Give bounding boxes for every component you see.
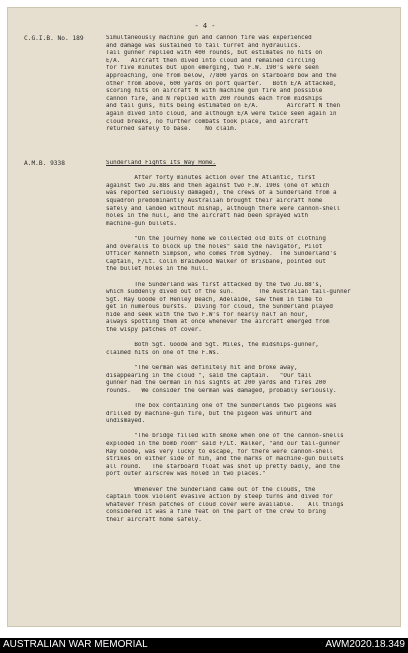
reference-number: A.M.B. 9338 bbox=[24, 160, 65, 167]
text-line: Whenever the Sunderland came out of the clouds, the bbox=[106, 486, 316, 493]
text-line: hide and seek with the two F.W's for nearly half an hour, bbox=[106, 311, 309, 318]
text-line: undismayed. bbox=[106, 418, 146, 425]
paragraph bbox=[106, 365, 391, 395]
paragraph bbox=[106, 487, 391, 525]
text-line: rounds. We consider the German was damaged, probably seriously. bbox=[106, 387, 337, 394]
text-line: whatever fresh patches of cloud cover were available. All things bbox=[106, 501, 344, 508]
text-line: other from above, 600 yards on port quarter. Both E/A attacked, bbox=[106, 80, 337, 87]
text-line: "On the journey home we collected old bits of clothing bbox=[106, 235, 326, 242]
text-line: and damage was sustained to tail turret and hydraulics. bbox=[106, 42, 302, 49]
text-line: all round. The starboard float was shot up pretty badly, and the bbox=[106, 463, 341, 470]
blank-line bbox=[106, 426, 391, 434]
text-line: The Sunderland was first attacked by the two Ju.88's, bbox=[106, 281, 323, 288]
blank-line bbox=[106, 274, 391, 282]
text-line: the wispy patches of cover. bbox=[106, 327, 202, 334]
text-line: Officer Kenneth Simpson, who comes from Sydney. The Sunderland's bbox=[106, 251, 337, 258]
page-number: - 4 - bbox=[194, 22, 216, 30]
blank-line bbox=[106, 479, 391, 487]
footer-institution: AUSTRALIAN WAR MEMORIAL bbox=[3, 639, 148, 650]
reference-number: C.G.I.B. No. 189 bbox=[24, 35, 84, 42]
blank-line bbox=[106, 228, 391, 236]
text-line: holes in the hull, and the aircraft had been sprayed with bbox=[106, 213, 309, 220]
text-line: E/A. Aircraft then dived into cloud and remained circling bbox=[106, 57, 316, 64]
text-line: "The bridge filled with smoke when one of the cannon-shells bbox=[106, 433, 344, 440]
document-page bbox=[7, 7, 401, 627]
text-line: port outer airscrew was holed in two places." bbox=[106, 471, 266, 478]
text-line: their aircraft home safely. bbox=[106, 516, 202, 523]
text-line: The box containing one of the Sunderlands two pigeons was bbox=[106, 403, 337, 409]
text-line: scoring hits on aircraft N with machine gun fire and possible bbox=[106, 88, 323, 95]
text-line: considered it was a fine feat on the part of the crew to bring bbox=[106, 509, 326, 516]
article-heading: Sunderland Fights Its Way Home. bbox=[106, 160, 216, 166]
text-line: gunner had the German in his sights at 200 yards and fires 200 bbox=[106, 380, 326, 387]
footer-accession-number: AWM2020.18.349 bbox=[325, 639, 405, 650]
text-line: for five minutes but upon emerging, two F.W. 190's were seen bbox=[106, 65, 319, 72]
text-line: was reported seriously damaged), the crews of a Sunderland from a bbox=[106, 190, 337, 197]
text-line: drilled by machine-gun fire, but the pigeon was unhurt and bbox=[106, 410, 312, 417]
text-line: get in numerous bursts. Diving for cloud, the Sunderland played bbox=[106, 304, 333, 311]
text-line: Ray Goode, was very lucky to escape, for there were cannon-shell bbox=[106, 448, 333, 455]
text-line: Tail gunner replied with 400 rounds, but estimates no hits on bbox=[106, 50, 323, 57]
blank-line bbox=[106, 168, 391, 176]
text-line: and overalls to block up the holes" said the navigator, Pilot bbox=[106, 243, 323, 250]
text-line: returned safely to base. No claim. bbox=[106, 126, 238, 133]
text-line: Sgt. Ray Goode of Henley Beach, Adelaide, saw them in time to bbox=[106, 296, 323, 303]
text-line: cloud breaks, no further combats took place, and aircraft bbox=[106, 118, 309, 125]
text-line: Simultaneously machine gun and cannon fire was experienced bbox=[106, 35, 312, 41]
text-line: machine-gun bullets. bbox=[106, 220, 177, 227]
text-line: the bullet holes in the hull. bbox=[106, 266, 209, 273]
text-line: exploded in the bomb room" said F/Lt. Walker, "and our tail-gunner bbox=[106, 440, 341, 447]
report-paragraph bbox=[106, 35, 391, 134]
text-line: again dived into cloud, and although E/A were twice seen again in bbox=[106, 110, 337, 117]
text-line: squadron predominantly Australian brought their aircraft home bbox=[106, 197, 323, 204]
blank-line bbox=[106, 395, 391, 403]
text-line: safely and landed without mishap, although there were cannon-shell bbox=[106, 205, 341, 212]
text-line: Captain, F/Lt. Colin Braidwood Walker of Brisbane, pointed out bbox=[106, 258, 326, 265]
text-line: which suddenly dived out of the sun. The Australian tail-gunner bbox=[106, 289, 351, 296]
text-line: always spotting them at once whenever the aircraft emerged from bbox=[106, 319, 330, 326]
text-line: and tail guns, hits being estimated on E/A. Aircraft N then bbox=[106, 103, 341, 110]
blank-line bbox=[106, 335, 391, 343]
blank-line bbox=[106, 357, 391, 365]
paragraph bbox=[106, 433, 391, 479]
paragraph bbox=[106, 403, 391, 426]
text-line: strikes on either side of him, and the marks of machine-gun bullets bbox=[106, 456, 344, 463]
text-line: cannon fire, and N replied with 200 rounds each from midships bbox=[106, 95, 323, 102]
paragraph bbox=[106, 282, 391, 335]
text-line: claimed hits on one of the F.Ws. bbox=[106, 349, 220, 356]
text-line: approaching, one from below, 7/800 yards on starboard bow and the bbox=[106, 72, 337, 79]
text-line: Both Sgt. Goode and Sgt. Miles, the midships-gunner, bbox=[106, 342, 319, 349]
text-line: captain took violent evasive action by steep turns and dived for bbox=[106, 494, 333, 501]
text-line: "The German was definitely hit and broke away, bbox=[106, 365, 298, 372]
text-line: against two Ju.88s and then against two F.W. 190s (one of which bbox=[106, 182, 330, 189]
text-line: After forty minutes action over the Atlantic, first bbox=[106, 175, 316, 182]
footer-bar bbox=[0, 638, 408, 653]
article-body bbox=[106, 160, 391, 525]
text-line: disappearing in the cloud ", said the captain. "Our tail bbox=[106, 372, 312, 379]
paragraph bbox=[106, 175, 391, 228]
paragraph bbox=[106, 236, 391, 274]
paragraph bbox=[106, 342, 391, 357]
